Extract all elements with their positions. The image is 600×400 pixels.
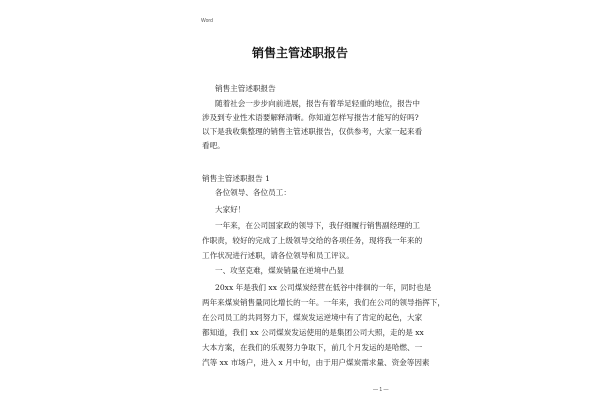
paragraph-line: 20xx 年是我们 xx 公司煤炭经营在低谷中徘徊的一年，同时也是 — [215, 283, 432, 292]
document-title: 销售主管述职报告 — [251, 46, 348, 60]
paragraph-line: 汽等 xx 市场户，进入 x 月中旬，由于用户煤炭需求量、资金等因素 — [202, 358, 430, 367]
salutation: 各位领导、各位员工： — [215, 188, 291, 197]
intro-line: 随着社会一步步向前进展，报告有着举足轻重的地位，报告中 — [215, 99, 421, 108]
paragraph-line: 都知道，我们 xx 公司煤炭发运使用的是集团公司大照，走的是 xx — [202, 328, 424, 337]
intro-line: 以下是我收集整理的销售主管述职报告，仅供参考，大家一起来看 — [202, 127, 423, 136]
paragraph-line: 大本方案，在我们的乐观努力争取下，前几个月发运的是哈燃、一 — [202, 343, 423, 352]
intro-line: 涉及到专业性术语要解释清晰。你知道怎样写报告才能写的好吗? — [202, 113, 419, 122]
page-number: — 1 — — [373, 387, 389, 393]
paragraph-line: 在公司员工的共同努力下，煤炭发运逆境中有了肯定的起色，大家 — [202, 313, 423, 322]
greeting: 大家好！ — [215, 205, 246, 214]
paragraph-line: 作职责，较好的完成了上级领导交给的各项任务，现将我一年来的 — [202, 236, 423, 245]
intro-heading: 销售主管述职报告 — [215, 84, 276, 93]
subsection-heading: 一、攻坚克难，煤炭销量在逆境中凸显 — [215, 266, 345, 275]
paragraph-line: 工作状况进行述职，请各位领导和员工评议。 — [202, 251, 354, 260]
intro-line: 看吧。 — [202, 141, 225, 150]
app-label: Word — [201, 18, 213, 24]
section-heading: 销售主管述职报告 1 — [202, 174, 270, 183]
paragraph-line: 一年来，在公司国家政的领导下，我仔细履行销售副经理的工 — [215, 221, 421, 230]
paragraph-line: 两年来煤炭销售量同比增长的一年。一年来，我们在公司的领导指挥下， — [202, 298, 445, 307]
